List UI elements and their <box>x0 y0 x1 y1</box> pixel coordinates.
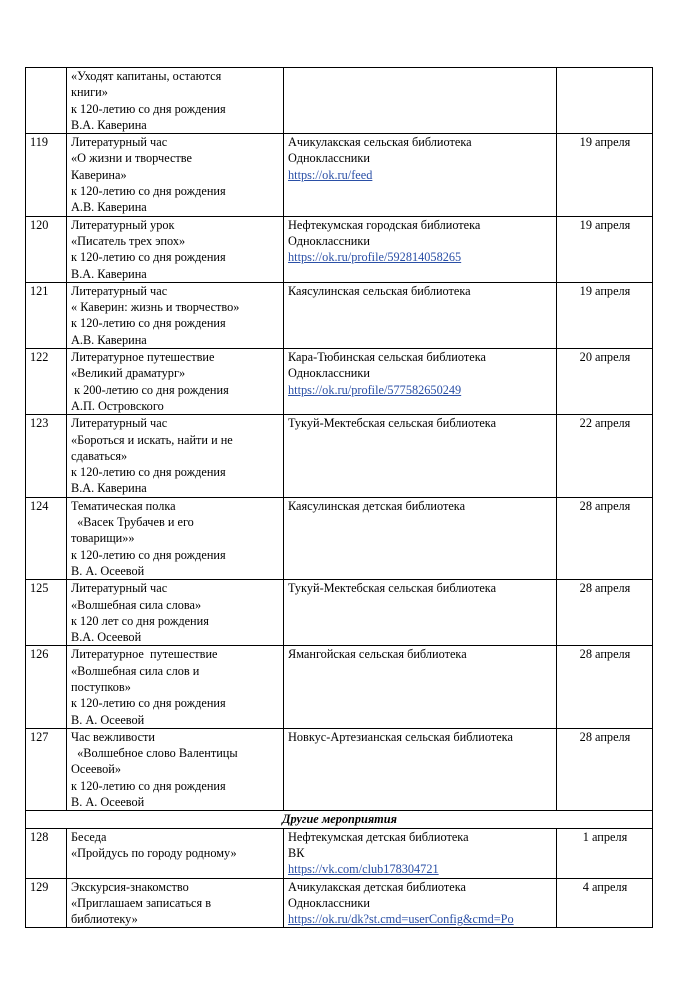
event-place-line: Одноклассники <box>288 233 370 248</box>
event-place-line: Ачикулакская детская библиотека <box>288 879 466 894</box>
table-row <box>26 134 653 216</box>
event-title-cell <box>67 68 284 134</box>
event-title-line: В.А. Каверина <box>71 481 147 496</box>
event-place-line: Новкус-Артезианская сельская библиотека <box>288 729 513 744</box>
event-number: 119 <box>26 134 67 216</box>
event-date: 4 апреля <box>557 878 653 928</box>
event-number: 126 <box>26 646 67 728</box>
event-date: 19 апреля <box>557 134 653 216</box>
event-title-line: к 120-летию со дня рождения <box>71 547 226 562</box>
event-number: 121 <box>26 282 67 348</box>
event-title-cell <box>67 646 284 728</box>
table-row <box>26 216 653 282</box>
event-number: 125 <box>26 580 67 646</box>
event-title-line: к 120-летию со дня рождения <box>71 778 226 793</box>
event-title-line: В.А. Каверина <box>71 266 147 281</box>
event-place-cell <box>284 878 557 928</box>
event-title-line: А.В. Каверина <box>71 200 147 215</box>
event-title-cell <box>67 580 284 646</box>
events-table-body <box>26 68 653 928</box>
event-date: 28 апреля <box>557 580 653 646</box>
event-place-line: Тукуй-Мектебская сельская библиотека <box>288 416 497 431</box>
event-title-line: Осеевой» <box>71 762 122 777</box>
table-row <box>26 282 653 348</box>
event-title-line: к 120-летию со дня рождения <box>71 696 226 711</box>
event-title-line: Каверина» <box>71 167 127 182</box>
event-title-line: «Уходят капитаны, остаются <box>71 69 222 83</box>
event-date: 19 апреля <box>557 282 653 348</box>
event-date: 22 апреля <box>557 415 653 497</box>
events-table <box>25 67 653 928</box>
event-number: 124 <box>26 497 67 579</box>
event-title-line: «Волшебная сила слова» <box>71 597 202 612</box>
event-title-line: В. А. Осеевой <box>71 563 145 578</box>
event-date: 28 апреля <box>557 728 653 810</box>
event-place-line: Нефтекумская городская библиотека <box>288 217 481 232</box>
event-date <box>557 68 653 134</box>
event-title-line: В. А. Осеевой <box>71 795 145 810</box>
event-title-cell <box>67 828 284 878</box>
event-title-line: книги» <box>71 85 108 100</box>
event-title-cell <box>67 216 284 282</box>
event-title-cell <box>67 878 284 928</box>
event-title-line: поступков» <box>71 679 131 694</box>
event-link[interactable]: https://ok.ru/dk?st.cmd=userConfig&cmd=Po <box>288 912 514 927</box>
event-title-cell <box>67 415 284 497</box>
event-date: 19 апреля <box>557 216 653 282</box>
event-title-line: к 120-летию со дня рождения <box>71 465 226 480</box>
event-number: 120 <box>26 216 67 282</box>
table-row <box>26 580 653 646</box>
event-title-line: «Великий драматург» <box>71 366 186 381</box>
event-title-line: В.А. Осеевой <box>71 630 142 645</box>
event-title-line: «Волшебное слово Валентицы <box>71 746 238 761</box>
event-link[interactable]: https://ok.ru/profile/592814058265 <box>288 250 462 265</box>
event-title-line: А.П. Островского <box>71 398 164 413</box>
event-place-line: Ачикулакская сельская библиотека <box>288 135 472 150</box>
event-place-line: Каясулинская детская библиотека <box>288 498 466 513</box>
event-place-cell <box>284 828 557 878</box>
event-title-cell <box>67 497 284 579</box>
event-title-line: к 120-летию со дня рождения <box>71 101 226 116</box>
event-number: 128 <box>26 828 67 878</box>
table-row <box>26 349 653 415</box>
event-link[interactable]: https://ok.ru/profile/577582650249 <box>288 382 462 397</box>
table-row <box>26 878 653 928</box>
event-title-line: к 120-летию со дня рождения <box>71 184 226 199</box>
event-title-line: к 200-летию со дня рождения <box>71 382 229 397</box>
event-title-line: Литературное путешествие <box>71 350 215 365</box>
event-title-line: Литературный час <box>71 416 168 431</box>
event-place-line: Тукуй-Мектебская сельская библиотека <box>288 581 497 596</box>
event-place-cell <box>284 282 557 348</box>
event-title-line: Литературный урок <box>71 217 175 232</box>
event-number: 123 <box>26 415 67 497</box>
event-title-line: Беседа <box>71 829 107 844</box>
event-place-cell <box>284 68 557 134</box>
event-title-line: Час вежливости <box>71 729 155 744</box>
event-place-line: Одноклассники <box>288 895 370 910</box>
event-title-line: «Волшебная сила слов и <box>71 663 200 678</box>
event-place-line: Кара-Тюбинская сельская библиотека <box>288 350 486 365</box>
event-link[interactable]: https://vk.com/club178304721 <box>288 862 439 877</box>
event-title-line: товарищи»» <box>71 531 135 546</box>
event-place-line: ВК <box>288 845 305 860</box>
event-title-line: Экскурсия-знакомство <box>71 879 189 894</box>
event-date: 28 апреля <box>557 497 653 579</box>
event-title-line: к 120-летию со дня рождения <box>71 250 226 265</box>
event-place-cell <box>284 349 557 415</box>
event-place-line: Каясулинская сельская библиотека <box>288 283 471 298</box>
section-header-row <box>26 811 653 828</box>
event-title-line: «Писатель трех эпох» <box>71 233 186 248</box>
table-row <box>26 68 653 134</box>
event-title-cell <box>67 728 284 810</box>
event-title-line: В. А. Осеевой <box>71 712 145 727</box>
event-number: 122 <box>26 349 67 415</box>
event-place-line: Одноклассники <box>288 151 370 166</box>
event-place-cell <box>284 415 557 497</box>
event-place-cell <box>284 216 557 282</box>
event-title-line: «Васек Трубачев и его <box>71 515 194 530</box>
event-date: 20 апреля <box>557 349 653 415</box>
event-place-cell <box>284 580 557 646</box>
event-title-line: Литературный час <box>71 283 168 298</box>
event-place-line: Одноклассники <box>288 366 370 381</box>
table-row <box>26 497 653 579</box>
event-place-line: Нефтекумская детская библиотека <box>288 829 469 844</box>
event-title-line: «Бороться и искать, найти и не <box>71 432 233 447</box>
event-place-line: Ямангойская сельская библиотека <box>288 647 467 662</box>
event-title-line: « Каверин: жизнь и творчество» <box>71 300 240 315</box>
event-title-line: «Приглашаем записаться в <box>71 895 212 910</box>
event-title-line: к 120 лет со дня рождения <box>71 613 209 628</box>
event-title-line: Литературный час <box>71 581 168 596</box>
event-title-line: сдаваться» <box>71 448 128 463</box>
event-link[interactable]: https://ok.ru/feed <box>288 167 373 182</box>
event-date: 1 апреля <box>557 828 653 878</box>
event-title-line: «О жизни и творчестве <box>71 151 192 166</box>
event-title-line: А.В. Каверина <box>71 332 147 347</box>
event-title-line: Литературное путешествие <box>71 647 218 662</box>
event-place-cell <box>284 646 557 728</box>
event-title-line: Литературный час <box>71 135 168 150</box>
table-row <box>26 728 653 810</box>
event-place-cell <box>284 497 557 579</box>
table-row <box>26 828 653 878</box>
event-title-cell <box>67 349 284 415</box>
event-place-cell <box>284 134 557 216</box>
event-title-line: В.А. Каверина <box>71 117 147 132</box>
table-row <box>26 415 653 497</box>
event-place-cell <box>284 728 557 810</box>
event-title-line: Тематическая полка <box>71 498 176 513</box>
event-title-cell <box>67 134 284 216</box>
event-date: 28 апреля <box>557 646 653 728</box>
table-row <box>26 646 653 728</box>
event-title-line: к 120-летию со дня рождения <box>71 316 226 331</box>
event-number: 127 <box>26 728 67 810</box>
event-title-cell <box>67 282 284 348</box>
event-title-line: библиотеку» <box>71 912 138 927</box>
event-title-line: «Пройдусь по городу родному» <box>71 845 237 860</box>
section-title: Другие мероприятия <box>26 811 653 828</box>
event-number <box>26 68 67 134</box>
event-number: 129 <box>26 878 67 928</box>
